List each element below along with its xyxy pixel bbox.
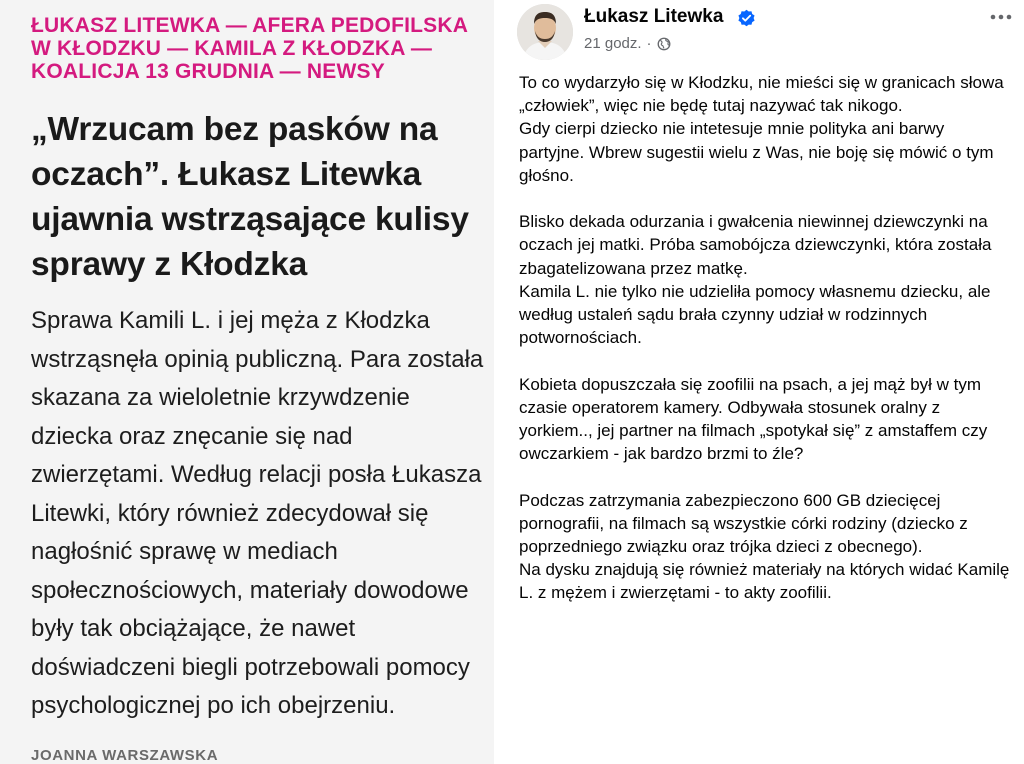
tag-separator: — (273, 60, 307, 83)
article-author[interactable]: JOANNA WARSZAWSKA (31, 747, 219, 764)
globe-icon[interactable] (657, 37, 671, 51)
post-timestamp[interactable]: 21 godz. (584, 35, 642, 52)
avatar-portrait-icon (517, 4, 573, 60)
post-paragraph: Kobieta dopuszczała się zoofilii na psach, a jej mąż był w tym czasie operatorem kamery. Odbywała stosunek oralny z yorkiem.., jej partner na filmach „spotykał się” z amstaffem czy owczarkiem - jak bardzo brzmi to źle? (519, 374, 988, 464)
article-lead: Sprawa Kamili L. i jej męża z Kłodzka wstrząsnęła opinią publiczną. Para została skazana za wieloletnie krzywdzenie dziecka oraz znęcanie się nad zwierzętami. Według relacji posła Łukasza Litewki, który również zdecydował się nagłośnić sprawę w mediach społecznościowych, materiały dowodowe były tak obciążające, że nawet doświadczeni biegli potrzebowali pomocy psychologicznej po ich obejrzeniu. (31, 307, 484, 719)
facebook-post (500, 0, 1024, 764)
tag-separator: — (404, 37, 433, 60)
news-article (0, 0, 494, 764)
article-tags (31, 14, 491, 83)
tag-afera-pedofilska[interactable]: AFERA PEDOFILSKA W KŁODZKU (31, 14, 468, 60)
avatar[interactable] (517, 4, 573, 60)
more-options-icon[interactable] (988, 10, 1014, 24)
post-author-name[interactable]: Łukasz Litewka (584, 6, 724, 27)
meta-separator: · (646, 35, 652, 52)
tag-kamila-z-klodzka[interactable]: KAMILA Z KŁODZKA (194, 37, 405, 60)
tag-separator: — (161, 37, 195, 60)
tag-newsy[interactable]: NEWSY (306, 60, 385, 83)
post-paragraph: Blisko dekada odurzania i gwałcenia niewinnej dziewczynki na oczach jej matki. Próba samobójcza dziewczynki, która została zbagatelizowana przez matkę. Kamila L. nie tylko nie udzieliła pomocy własnemu dziecku, ale według ustaleń sądu brała czynny udział w rodzinnych potwornościach. (519, 212, 992, 348)
post-meta (584, 35, 671, 52)
post-text (519, 71, 1014, 605)
tag-lukasz-litewka[interactable]: ŁUKASZ LITEWKA (31, 14, 220, 37)
article-headline: „Wrzucam bez pasków na oczach”. Łukasz Litewka ujawnia wstrząsające kulisy sprawy z Kłodzka (31, 111, 469, 283)
tag-koalicja-13-grudnia[interactable]: KOALICJA 13 GRUDNIA (31, 60, 274, 83)
post-paragraph: To co wydarzyło się w Kłodzku, nie mieści się w granicach słowa „człowiek”, więc nie będę tutaj nazywać tak nikogo. Gdy cierpi dziecko nie intetesuje mnie polityka ani barwy partyjne. Wbrew sugestii wielu z Was, nie boję się mówić o tym głośno. (519, 73, 1004, 185)
tag-separator: — (219, 14, 253, 37)
verified-badge-icon (737, 9, 756, 28)
post-paragraph: Podczas zatrzymania zabezpieczono 600 GB dziecięcej pornografii, na filmach są wszystkie córki rodziny (dziecko z poprzedniego związku oraz trójka dzieci z obecnego). Na dysku znajdują się również materiały na których widać Kamilę L. z mężem i zwierzętami - to akty zoofilii. (519, 490, 1010, 603)
